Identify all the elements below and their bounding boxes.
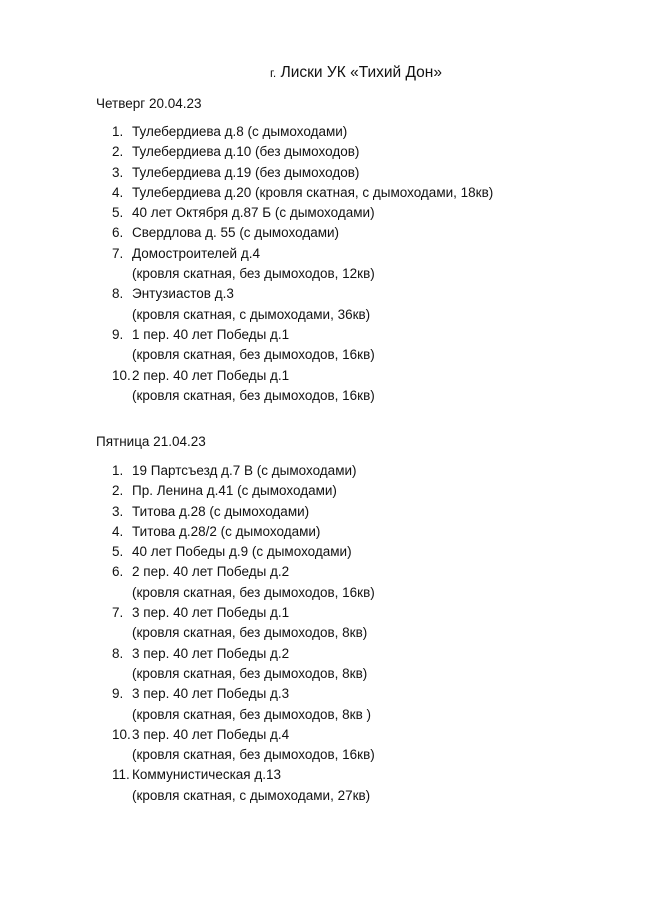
item-address: Свердлова д. 55 (с дымоходами): [132, 225, 340, 241]
list-item: [0, 366, 650, 386]
title-prefix: г.: [270, 66, 277, 80]
item-number: 8.: [112, 645, 124, 661]
list-item: [0, 142, 650, 162]
item-details-text: (кровля скатная, без дымоходов, 12кв): [132, 266, 375, 282]
list-item-details: [0, 305, 650, 325]
list-item: [0, 725, 650, 745]
item-address: Пр. Ленина д.41 (с дымоходами): [132, 483, 337, 499]
list-item: [0, 522, 650, 542]
item-number: 4.: [112, 523, 124, 539]
list-item-details: [0, 786, 650, 806]
list-item: [0, 765, 650, 785]
item-address: Тулебердиева д.10 (без дымоходов): [132, 144, 360, 160]
item-number: 8.: [112, 286, 124, 302]
item-details-text: (кровля скатная, без дымоходов, 8кв): [132, 665, 368, 681]
item-number: 3.: [112, 503, 124, 519]
list-item: [0, 203, 650, 223]
item-number: 7.: [112, 245, 124, 261]
list-item: [0, 461, 650, 481]
item-address: Тулебердиева д.8 (с дымоходами): [132, 124, 348, 139]
item-address: 40 лет Октября д.87 Б (с дымоходами): [132, 205, 375, 221]
item-address: Титова д.28/2 (с дымоходами): [132, 523, 321, 539]
list-item: [0, 244, 650, 264]
list-item-details: [0, 664, 650, 684]
item-number: 5.: [112, 544, 124, 560]
item-address: Тулебердиева д.20 (кровля скатная, с дымоходами, 18кв): [132, 184, 494, 200]
document-title: [270, 64, 442, 82]
item-address: Домостроителей д.4: [132, 245, 260, 261]
item-number: 7.: [112, 605, 124, 621]
item-details-text: (кровля скатная, без дымоходов, 16кв): [132, 747, 375, 763]
item-address: Титова д.28 (с дымоходами): [132, 503, 310, 519]
item-address: Тулебердиева д.19 (без дымоходов): [132, 164, 360, 180]
item-address: 2 пер. 40 лет Победы д.2: [132, 564, 290, 580]
list-item: [0, 644, 650, 664]
item-number: 1.: [112, 463, 124, 478]
list-item: [0, 542, 650, 562]
address-list-thursday: [0, 122, 650, 406]
item-number: 6.: [112, 564, 124, 580]
item-address: 3 пер. 40 лет Победы д.2: [132, 645, 290, 661]
list-item: [0, 562, 650, 582]
item-details-text: (кровля скатная, с дымоходами, 27кв): [132, 787, 371, 803]
item-number: 6.: [112, 225, 124, 241]
item-number: 2.: [112, 483, 124, 499]
list-item: [0, 163, 650, 183]
item-number: 3.: [112, 164, 124, 180]
list-item-details: [0, 745, 650, 765]
item-number: 4.: [112, 184, 124, 200]
section-heading-thursday: Четверг 20.04.23: [96, 96, 202, 111]
list-item: [0, 284, 650, 304]
list-item: [0, 603, 650, 623]
list-item: [0, 183, 650, 203]
item-number: 9.: [112, 326, 124, 342]
item-details-text: (кровля скатная, с дымоходами, 36кв): [132, 306, 371, 322]
item-number: 10.: [112, 367, 131, 383]
list-item-details: [0, 623, 650, 643]
list-item: [0, 325, 650, 345]
item-details-text: (кровля скатная, без дымоходов, 8кв): [132, 625, 368, 641]
item-details-text: (кровля скатная, без дымоходов, 8кв ): [132, 706, 371, 722]
item-address: 40 лет Победы д.9 (с дымоходами): [132, 544, 352, 560]
item-number: 2.: [112, 144, 124, 160]
item-address: 3 пер. 40 лет Победы д.1: [132, 605, 290, 621]
item-address: 3 пер. 40 лет Победы д.3: [132, 686, 290, 702]
section-heading-friday: Пятница 21.04.23: [96, 434, 206, 449]
item-address: 3 пер. 40 лет Победы д.4: [132, 726, 290, 742]
item-number: 5.: [112, 205, 124, 221]
list-item-details: [0, 583, 650, 603]
list-item: [0, 481, 650, 501]
item-address: 1 пер. 40 лет Победы д.1: [132, 326, 290, 342]
item-address: Энтузиастов д.3: [132, 286, 234, 302]
item-number: 9.: [112, 686, 124, 702]
list-item-details: [0, 264, 650, 284]
list-item-details: [0, 386, 650, 406]
list-item: [0, 502, 650, 522]
list-item: [0, 122, 650, 142]
item-address: 2 пер. 40 лет Победы д.1: [132, 367, 290, 383]
item-number: 11.: [112, 767, 130, 783]
item-details-text: (кровля скатная, без дымоходов, 16кв): [132, 347, 375, 363]
item-address: 19 Партсъезд д.7 В (с дымоходами): [132, 463, 357, 478]
item-address: Коммунистическая д.13: [132, 767, 282, 783]
list-item-details: [0, 705, 650, 725]
list-item: [0, 684, 650, 704]
item-number: 10.: [112, 726, 131, 742]
item-details-text: (кровля скатная, без дымоходов, 16кв): [132, 387, 375, 403]
address-list-friday: [0, 461, 650, 806]
item-number: 1.: [112, 124, 124, 139]
list-item-details: [0, 345, 650, 365]
item-details-text: (кровля скатная, без дымоходов, 16кв): [132, 584, 375, 600]
title-main: Лиски УК «Тихий Дон»: [280, 64, 442, 81]
list-item: [0, 223, 650, 243]
